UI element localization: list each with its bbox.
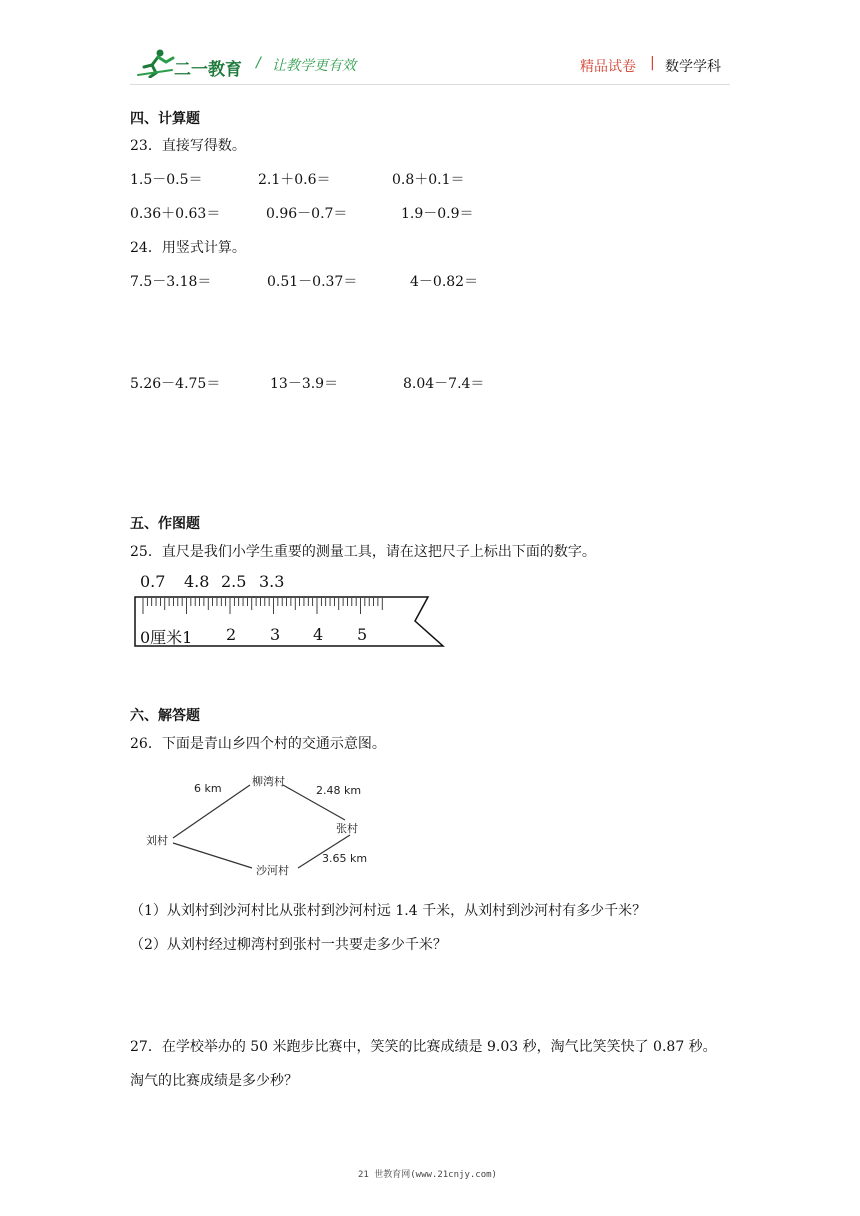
question-26-sub-1: （1）从刘村到沙河村比从张村到沙河村远 1.4 千米，从刘村到沙河村有多少千米？ [130, 903, 647, 919]
page-footer: 21 世教育网(www.21cnjy.com) [358, 1170, 497, 1180]
logo-text: 二一教育 [174, 60, 242, 80]
question-25-prompt: 25．直尺是我们小学生重要的测量工具，请在这把尺子上标出下面的数字。 [130, 544, 596, 560]
q25-number-4: 3.3 [259, 572, 285, 591]
header-rule [130, 84, 730, 85]
question-26-sub-2: （2）从刘村经过柳湾村到张村一共要走多少千米？ [130, 937, 447, 953]
q23-eq-6: 1.9－0.9＝ [401, 206, 474, 222]
question-24-prompt: 24．用竖式计算。 [130, 240, 246, 256]
q25-number-3: 2.5 [221, 572, 247, 591]
question-23-prompt: 23．直接写得数。 [130, 138, 246, 154]
q25-number-2: 4.8 [184, 572, 210, 591]
section-title-answer: 六、解答题 [130, 708, 200, 724]
header-badge: 精品试卷 [580, 59, 636, 75]
q24-eq-2: 0.51－0.37＝ [267, 274, 358, 290]
ruler-label-5: 5 [357, 625, 368, 644]
ruler-label-0: 0厘米1 [140, 628, 193, 647]
q24-eq-4: 5.26－4.75＝ [130, 376, 221, 392]
header-subject: 数学学科 [665, 59, 721, 75]
map-liu-village: 刘村 [146, 834, 168, 847]
map-liuwan-village: 柳湾村 [252, 775, 285, 788]
q24-eq-6: 8.04－7.4＝ [403, 376, 485, 392]
section-title-draw: 五、作图题 [130, 516, 200, 532]
ruler-label-3: 3 [270, 625, 281, 644]
section-title-calc: 四、计算题 [130, 111, 200, 127]
q23-eq-4: 0.36＋0.63＝ [130, 206, 221, 222]
q23-eq-5: 0.96－0.7＝ [266, 206, 348, 222]
map-zhang-village: 张村 [336, 822, 358, 835]
q24-eq-5: 13－3.9＝ [270, 376, 339, 392]
slogan-separator: / [256, 55, 261, 71]
map-shahe-village: 沙河村 [256, 864, 289, 877]
q23-eq-3: 0.8＋0.1＝ [392, 172, 465, 188]
map-dist-liuwan-zhang: 2.48 km [316, 784, 362, 797]
q23-eq-2: 2.1＋0.6＝ [258, 172, 331, 188]
slogan: 让教学更有效 [272, 58, 356, 74]
map-dist-liu-liuwan: 6 km [194, 782, 222, 795]
question-27-line-1: 27．在学校举办的 50 米跑步比赛中，笑笑的比赛成绩是 9.03 秒，淘气比笑笑快了 0.87 秒。 [130, 1039, 717, 1055]
ruler-label-2: 2 [226, 625, 237, 644]
q25-number-1: 0.7 [140, 572, 166, 591]
q24-eq-3: 4－0.82＝ [410, 274, 479, 290]
q23-eq-1: 1.5－0.5＝ [130, 172, 203, 188]
runner-logo-icon [136, 48, 176, 78]
ruler-label-4: 4 [313, 625, 324, 644]
question-26-prompt: 26．下面是青山乡四个村的交通示意图。 [130, 736, 386, 752]
header-separator: | [650, 55, 655, 71]
question-27-line-2: 淘气的比赛成绩是多少秒？ [130, 1073, 298, 1089]
q24-eq-1: 7.5－3.18＝ [130, 274, 212, 290]
map-dist-zhang-shahe: 3.65 km [322, 852, 368, 865]
road-liu-shahe [173, 843, 252, 868]
